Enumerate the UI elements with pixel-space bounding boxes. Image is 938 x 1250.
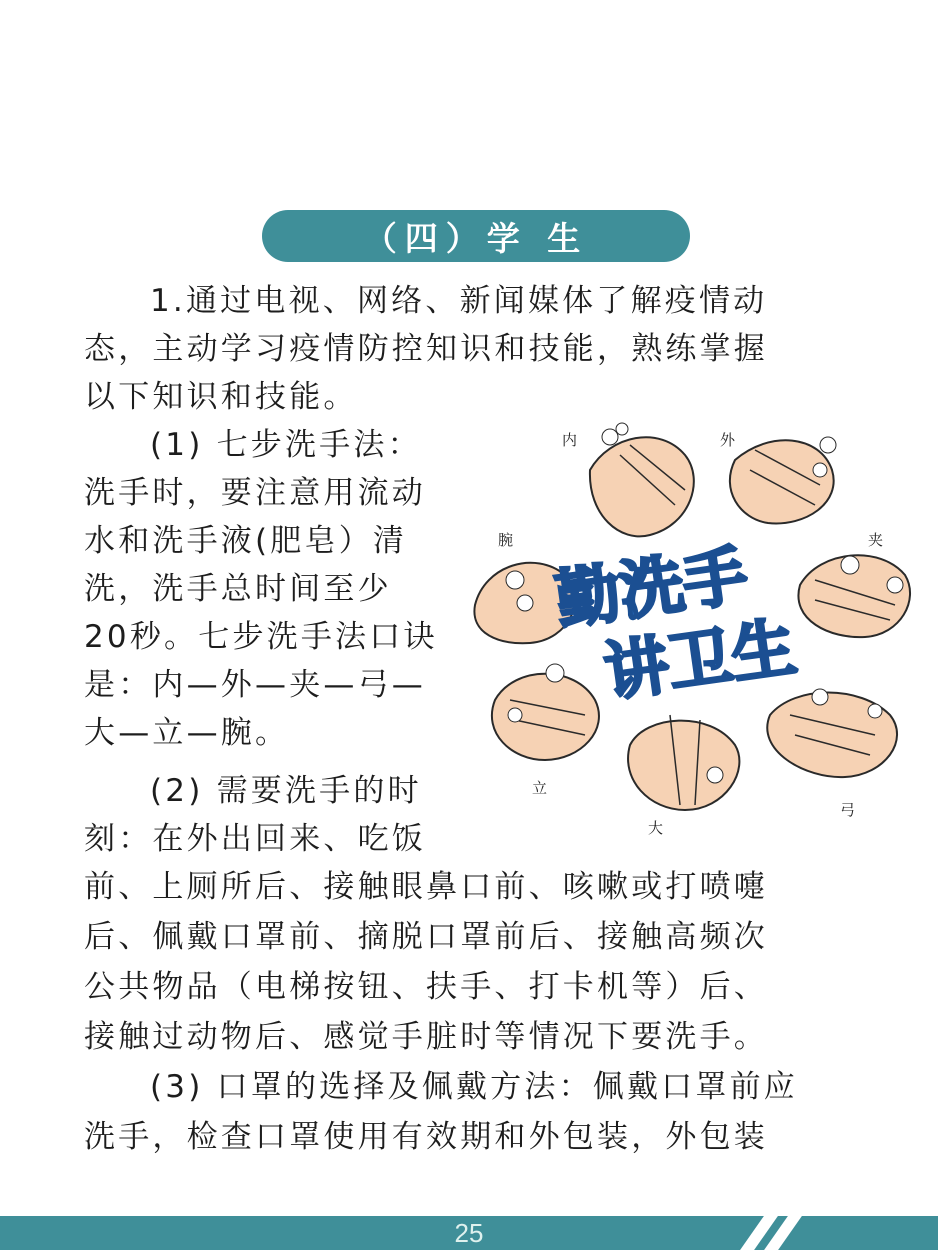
illustration-title-line-1: 勤洗手 <box>551 538 753 639</box>
paragraph-2-line-1: (1) 七步洗手法： <box>150 427 422 463</box>
step-label-standing: 立 <box>532 779 548 797</box>
paragraph-4-line-2: 洗手，检查口罩使用有效期和外包装，外包装 <box>84 1119 768 1155</box>
paragraph-2-line-3: 水和洗手液(肥皂）清 <box>84 523 408 559</box>
paragraph-3-line-1: (2) 需要洗手的时 <box>150 773 422 809</box>
paragraph-1-line-2: 态，主动学习疫情防控知识和技能，熟练掌握 <box>84 331 768 367</box>
illustration-title <box>552 534 801 717</box>
handwashing-illustration-svg <box>470 415 915 850</box>
hands-step-standing <box>492 664 599 760</box>
paragraph-1-line-1: 1.通过电视、网络、新闻媒体了解疫情动 <box>150 283 768 319</box>
paragraph-3-line-2: 刻：在外出回来、吃饭 <box>84 821 426 857</box>
hands-step-inner <box>590 423 694 536</box>
paragraph-3-line-3: 前、上厕所后、接触眼鼻口前、咳嗽或打喷嚏 <box>84 869 768 905</box>
section-heading <box>262 210 690 262</box>
hands-step-arch <box>767 689 897 777</box>
section-heading-text: （四）学 生 <box>363 218 589 258</box>
step-label-arch: 弓 <box>840 801 856 819</box>
paragraph-2-line-4: 洗，洗手总时间至少 <box>84 571 392 607</box>
paragraph-2-line-6: 是：内—外—夹—弓— <box>84 667 426 703</box>
hands-step-outer <box>730 437 836 523</box>
step-label-interlace: 夹 <box>868 531 884 549</box>
paragraph-2-line-5: 20秒。七步洗手法口诀 <box>84 619 438 655</box>
step-label-thumb: 大 <box>648 819 664 837</box>
paragraph-2-line-7: 大—立—腕。 <box>84 715 290 751</box>
paragraph-2-line-2: 洗手时，要注意用流动 <box>84 475 426 511</box>
page-number: 25 <box>454 1218 484 1248</box>
paragraph-3-line-4: 后、佩戴口罩前、摘脱口罩前后、接触高频次 <box>84 919 768 955</box>
paragraph-1-line-3: 以下知识和技能。 <box>84 379 358 415</box>
paragraph-3-line-5: 公共物品（电梯按钮、扶手、打卡机等）后、 <box>84 969 768 1005</box>
handwashing-illustration <box>470 415 915 850</box>
step-label-wrist: 腕 <box>498 531 514 549</box>
paragraph-4-line-1: (3) 口罩的选择及佩戴方法：佩戴口罩前应 <box>150 1069 798 1105</box>
hands-step-thumb <box>628 715 739 810</box>
step-label-outer: 外 <box>720 431 736 449</box>
step-label-inner: 内 <box>562 431 578 449</box>
illustration-title-line-2: 讲卫生 <box>600 610 801 711</box>
paragraph-3-line-6: 接触过动物后、感觉手脏时等情况下要洗手。 <box>84 1019 768 1055</box>
hands-step-interlace <box>798 555 910 637</box>
